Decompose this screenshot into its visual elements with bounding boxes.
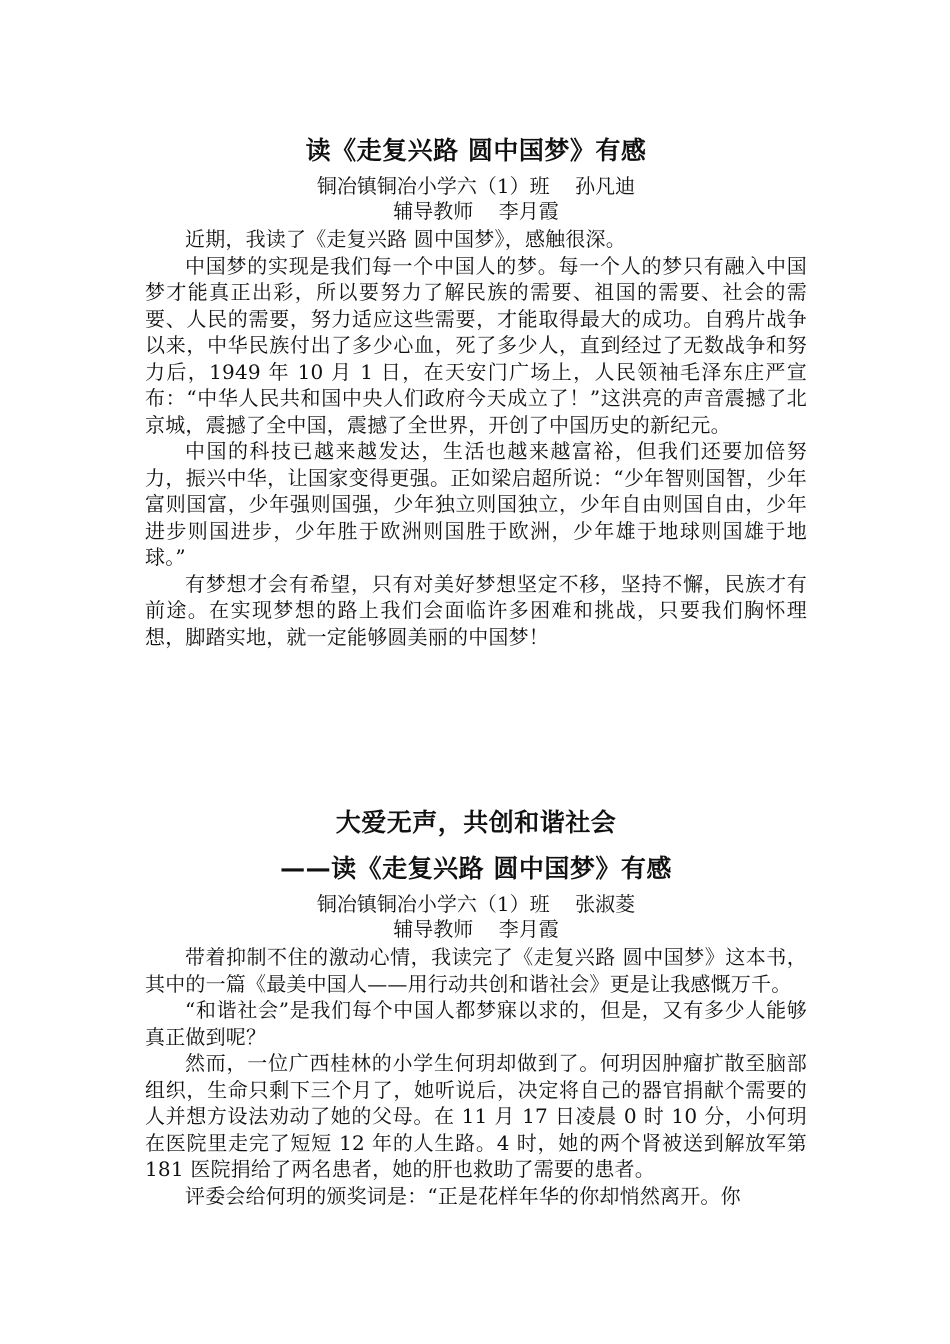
essay-one-body [145, 226, 807, 650]
essay-two-author-line: 铜冶镇铜冶小学六（1）班 张淑菱 [316, 892, 636, 916]
essay-two-paragraph: 评委会给何玥的颁奖词是：“正是花样年华的你却悄然离开。你 [185, 1183, 741, 1208]
essay-one-title: 读《走复兴路 圆中国梦》有感 [305, 136, 647, 165]
essay-one-teacher-line: 辅导教师 李月霞 [393, 199, 559, 223]
essay-two-paragraph: 然而，一位广西桂林的小学生何玥却做到了。何玥因肿瘤扩散至脑部组织，生命只剩下三个月了，她听说后，决定将自己的器官捐献个需要的人并想方设法劝动了她的父母。在 11 月 17 日凌晨 0 时 10 分，小何玥在医院里走完了短短 12 年的人生路。4 时，她的两个肾被送到解放军第 181 医院捐给了两名患者，她的肝也救助了需要的患者。 [145, 1051, 807, 1181]
essay-two [145, 800, 807, 1209]
essay-one-paragraph: 中国梦的实现是我们每一个中国人的梦。每一个人的梦只有融入中国梦才能真正出彩，所以要努力了解民族的需要、祖国的需要、社会的需要、人民的需要，努力适应这些需要，才能取得最大的成功。自鸦片战争以来，中华民族付出了多少心血，死了多少人，直到经过了无数战争和努力后，1949 年 10 月 1 日，在天安门广场上，人民领袖毛泽东庄严宣布：“中华人民共和国中央人们政府今天成立了！”这洪亮的声音震撼了北京城，震撼了全中国，震撼了全世界，开创了中国历史的新纪元。 [145, 253, 807, 437]
essay-two-paragraph: “和谐社会”是我们每个中国人都梦寐以求的，但是，又有多少人能够真正做到呢？ [145, 998, 807, 1049]
essay-two-subtitle: ——读《走复兴路 圆中国梦》有感 [280, 854, 672, 883]
essay-one-paragraph: 有梦想才会有希望，只有对美好梦想坚定不移，坚持不懈，民族才有前途。在实现梦想的路上我们会面临许多困难和挑战，只要我们胸怀理想，脚踏实地，就一定能够圆美丽的中国梦！ [145, 571, 807, 649]
essay-one-paragraph: 中国的科技已越来越发达，生活也越来越富裕，但我们还要加倍努力，振兴中华，让国家变得更强。正如梁启超所说：“少年智则国智，少年富则国富，少年强则国强，少年独立则国独立，少年自由则国自由，少年进步则国进步，少年胜于欧洲则国胜于欧洲，少年雄于地球则国雄于地球。” [145, 439, 807, 569]
essay-two-teacher-line: 辅导教师 李月霞 [393, 917, 559, 941]
essay-two-title: 大爱无声，共创和谐社会 [335, 808, 617, 837]
essay-one-author-line: 铜冶镇铜冶小学六（1）班 孙凡迪 [316, 174, 636, 198]
essay-two-body [145, 944, 807, 1209]
essay-two-paragraph: 带着抑制不住的激动心情，我读完了《走复兴路 圆中国梦》这本书，其中的一篇《最美中国人——用行动共创和谐社会》更是让我感慨万千。 [145, 945, 807, 996]
essay-one-paragraph: 近期，我读了《走复兴路 圆中国梦》，感触很深。 [185, 227, 626, 251]
essay-one [145, 128, 807, 650]
